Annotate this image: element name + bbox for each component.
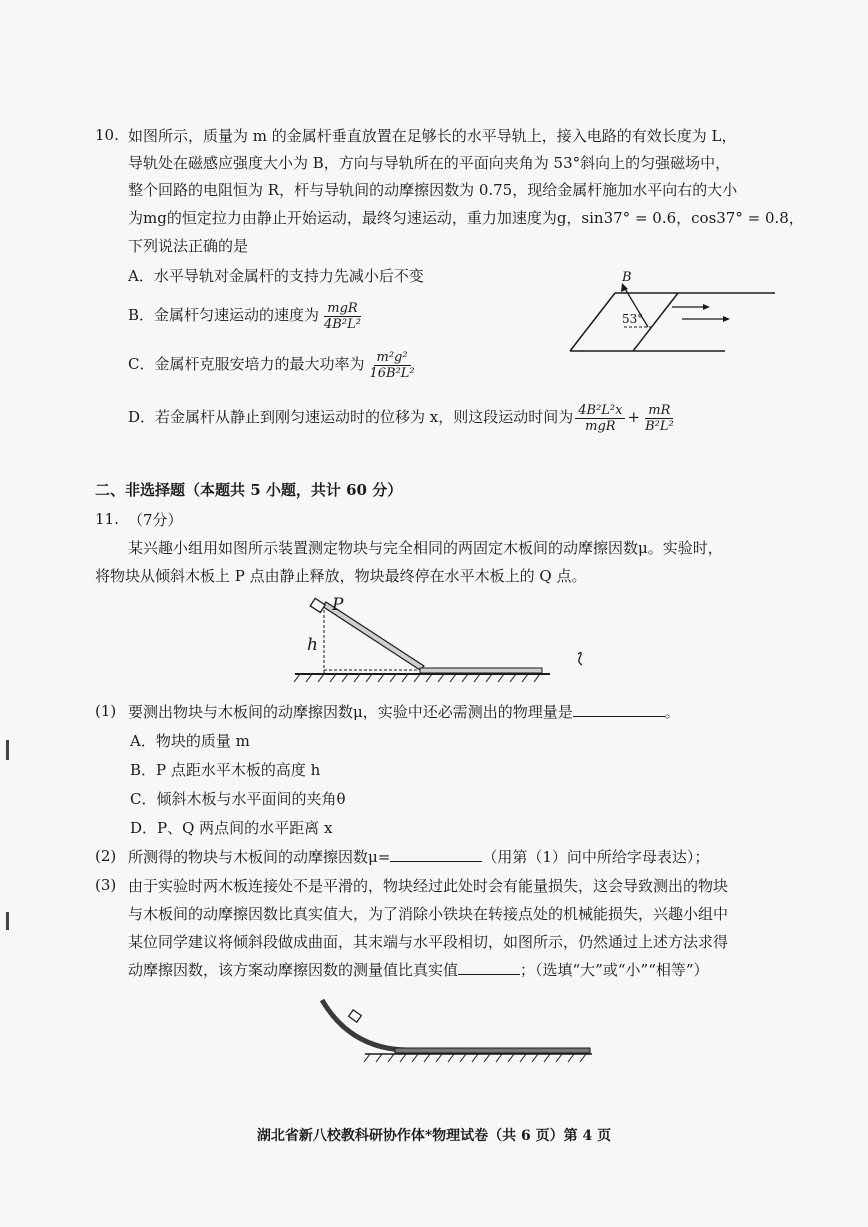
sub2-text: 所测得的物块与木板间的动摩擦因数μ= [128, 848, 391, 866]
height-label-h: h [307, 635, 318, 655]
sub3-line-4 [128, 960, 709, 980]
sub1-option-c: C．倾斜木板与水平面间的夹角θ [130, 790, 346, 808]
current-arrowhead-1 [703, 304, 710, 310]
margin-mark [6, 912, 9, 930]
flat-board [395, 1048, 590, 1053]
q10-line-4: 为mg的恒定拉力由静止开始运动，最终匀速运动，重力加速度为g，sin37° = 0.6，cos37° = 0.8， [128, 209, 804, 227]
sub1-answer-blank[interactable] [573, 702, 665, 717]
option-d-denominator-1: mgR [585, 418, 616, 434]
page-footer: 湖北省新八校教科研协作体*物理试卷（共 6 页）第 4 页 [256, 1128, 612, 1144]
option-c-denominator: 16B²L² [369, 365, 415, 381]
curve-block [349, 1010, 362, 1022]
horizontal-board [420, 668, 542, 673]
option-b-fraction [321, 301, 364, 332]
rail-left-edge [570, 293, 615, 351]
option-b-denominator: 4B²L² [324, 316, 361, 332]
floor-hatching [364, 1054, 586, 1062]
option-d-plus: + [627, 408, 641, 426]
curved-ramp [322, 1000, 405, 1050]
q11-intro-2: 将物块从倾斜木板上 P 点由静止释放，物块最终停在水平木板上的 Q 点。 [95, 567, 587, 585]
option-c-numerator: m²g² [374, 350, 411, 366]
sub3-answer-blank[interactable] [458, 960, 520, 975]
field-label-b: B [622, 270, 632, 285]
option-d-fraction-1 [575, 403, 625, 434]
q10-option-b [128, 298, 366, 332]
sub2-line [128, 847, 709, 867]
sub1-option-b: B．P 点距水平木板的高度 h [130, 761, 321, 779]
q10-number: 10. [95, 126, 119, 144]
q11-incline-figure [290, 588, 600, 690]
option-b-numerator: mgR [324, 301, 360, 317]
angle-label: 53° [622, 312, 644, 326]
sub3-number: (3) [95, 876, 117, 894]
option-d-text: D．若金属杆从静止到刚匀速运动时的位移为 x，则这段运动时间为 [128, 408, 574, 426]
sub3-last-end: ；（选填“大”或“小”“相等”） [520, 961, 709, 979]
sub2-answer-blank[interactable] [390, 847, 482, 862]
sub1-line [128, 702, 680, 722]
q10-option-a: A．水平导轨对金属杆的支持力先减小后不变 [128, 267, 424, 285]
option-d-denominator-2: B²L² [645, 418, 674, 434]
q10-option-d [128, 400, 679, 434]
sub1-number: (1) [95, 702, 117, 720]
q10-rail-figure [560, 265, 790, 365]
q10-line-5: 下列说法正确的是 [128, 237, 249, 255]
q11-number: 11. [95, 510, 119, 528]
sub3-last-text: 动摩擦因数，该方案动摩擦因数的测量值比真实值 [128, 961, 459, 979]
sub2-number: (2) [95, 847, 117, 865]
q10-line-1: 如图所示，质量为 m 的金属杆垂直放置在足够长的水平导轨上，接入电路的有效长度为 L， [128, 127, 737, 145]
sub1-option-a: A．物块的质量 m [130, 732, 250, 750]
sub3-line-3: 某位同学建议将倾斜段做成曲面，其末端与水平段相切，如图所示，仍然通过上述方法求得 [128, 933, 729, 951]
sub3-line-2: 与木板间的动摩擦因数比真实值大，为了消除小铁块在转接点处的机械能损失，兴趣小组中 [128, 905, 729, 923]
q10-line-3: 整个回路的电阻恒为 R，杆与导轨间的动摩擦因数为 0.75，现给金属杆施加水平向右的大小 [128, 181, 738, 199]
q10-option-c [128, 347, 420, 381]
q11-curved-ramp-figure [310, 988, 600, 1066]
block [310, 598, 325, 612]
sub3-line-1: 由于实验时两木板连接处不是平滑的，物块经过此处时会有能量损失，这会导致测出的物块 [128, 877, 729, 895]
q11-intro-1: 某兴趣小组用如图所示装置测定物块与完全相同的两固定木板间的动摩擦因数μ。实验时， [128, 539, 723, 557]
section-2-heading: 二、非选择题（本题共 5 小题，共计 60 分） [95, 481, 403, 499]
q10-line-2: 导轨处在磁感应强度大小为 B，方向与导轨所在的平面向夹角为 53°斜向上的匀强磁场中， [128, 154, 731, 172]
option-c-text: C．金属杆克服安培力的最大功率为 [128, 355, 365, 373]
option-b-text: B．金属杆匀速运动的速度为 [128, 306, 320, 324]
sub1-end: 。 [664, 703, 680, 721]
sub1-option-d: D．P、Q 两点间的水平距离 x [130, 819, 333, 837]
point-label-p: P [332, 595, 344, 615]
q11-score: （7分） [128, 511, 183, 529]
ground-hatching [294, 674, 540, 682]
sub1-text: 要测出物块与木板间的动摩擦因数μ，实验中还必需测出的物理量是 [128, 703, 573, 721]
option-d-fraction-2 [642, 403, 677, 434]
option-d-numerator-2: mR [645, 403, 673, 419]
margin-mark [6, 740, 9, 760]
scribble-mark [578, 653, 582, 665]
sub2-end: （用第（1）问中所给字母表达）； [482, 848, 710, 866]
option-d-numerator-1: 4B²L²x [575, 403, 625, 419]
option-c-fraction [366, 350, 417, 381]
current-arrowhead-2 [723, 316, 730, 322]
